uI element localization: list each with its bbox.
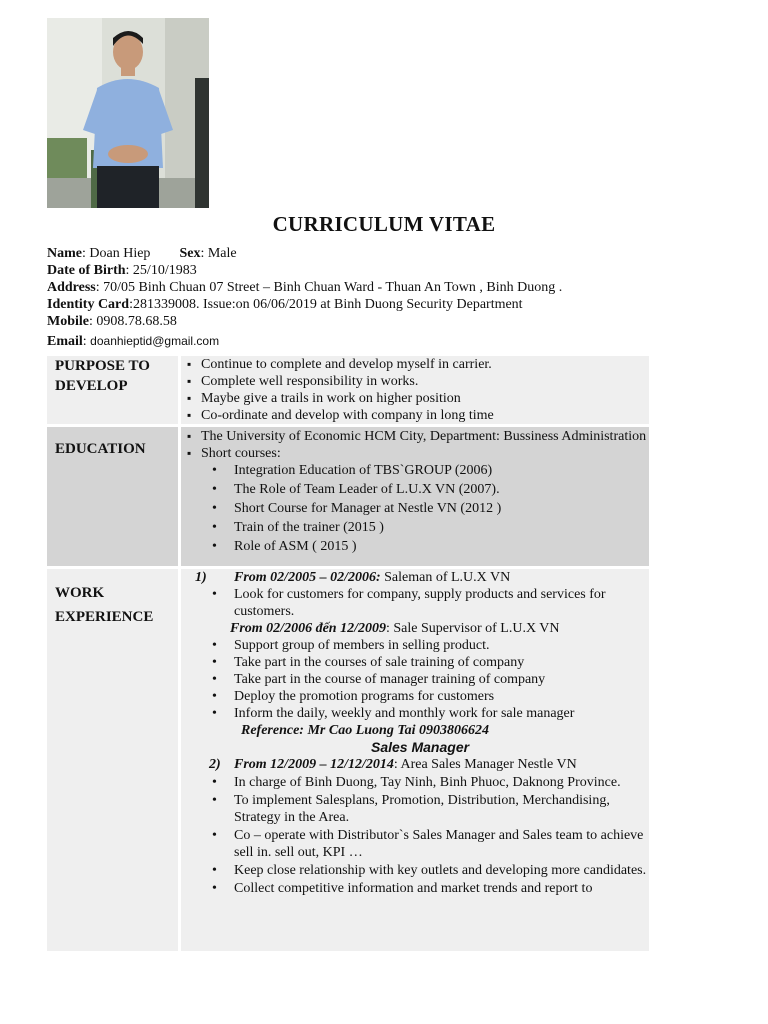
job1b-period: From 02/2006 đến 12/2009 xyxy=(230,621,386,636)
list-item: • Deploy the promotion programs for customers xyxy=(181,688,649,705)
identity-card-label: Identity Card xyxy=(47,297,130,312)
education-list xyxy=(181,428,649,462)
list-item: • Inform the daily, weekly and monthly work for sale manager xyxy=(181,705,649,722)
job2-title: : Area Sales Manager Nestle VN xyxy=(393,757,577,772)
work-content xyxy=(181,569,649,951)
work-label-line2: EXPERIENCE xyxy=(55,609,154,625)
short-courses-label: ▪ Short courses: xyxy=(181,445,649,462)
job2-number: 2) xyxy=(209,757,221,772)
job1b-header xyxy=(181,620,649,637)
list-item: • To implement Salesplans, Promotion, Distribution, Merchandising, Strategy in the Area. xyxy=(181,792,649,826)
list-item: • Keep close relationship with key outlets and developing more candidates. xyxy=(181,862,649,879)
sex-label: Sex xyxy=(179,246,201,261)
list-item: • In charge of Binh Duong, Tay Ninh, Binh Phuoc, Daknong Province. xyxy=(181,774,649,791)
email-row xyxy=(47,334,219,350)
work-label xyxy=(47,569,178,951)
job1-list xyxy=(181,586,649,620)
list-item: ▪ Complete well responsibility in works. xyxy=(181,373,649,390)
list-item: • Collect competitive information and market trends and report to xyxy=(181,880,649,897)
address-row xyxy=(47,280,562,296)
dob-label: Date of Birth xyxy=(47,263,126,278)
list-item: • Integration Education of TBS`GROUP (2006) xyxy=(181,462,649,480)
email-label: Email xyxy=(47,334,83,349)
list-item: ▪ Continue to complete and develop myself in carrier. xyxy=(181,356,649,373)
courses-list xyxy=(181,462,649,556)
name-label: Name xyxy=(47,246,82,261)
list-item: • Role of ASM ( 2015 ) xyxy=(181,538,649,556)
job1b-list xyxy=(181,637,649,722)
mobile-label: Mobile xyxy=(47,314,89,329)
job1-period: From 02/2005 – 02/2006: xyxy=(234,570,381,585)
mobile-row xyxy=(47,314,177,330)
purpose-content xyxy=(181,356,649,424)
job1-title: Saleman of L.U.X VN xyxy=(380,570,511,585)
name-row xyxy=(47,246,237,262)
education-content xyxy=(181,427,649,566)
job2-list xyxy=(181,774,649,897)
education-label: EDUCATION xyxy=(47,427,178,566)
purpose-section xyxy=(47,356,649,424)
list-item: ▪ Maybe give a trails in work on higher position xyxy=(181,390,649,407)
list-item: • Short Course for Manager at Nestle VN (2012 ) xyxy=(181,500,649,518)
job2-header xyxy=(181,756,649,773)
email-value[interactable]: doanhieptid@gmail.com xyxy=(90,334,220,348)
job1-number: 1) xyxy=(195,570,207,585)
list-item: • Take part in the course of manager training of company xyxy=(181,671,649,688)
purpose-list xyxy=(181,356,649,424)
sex-value: : Male xyxy=(200,246,237,261)
job1-header xyxy=(181,569,649,586)
dob-value: : 25/10/1983 xyxy=(125,263,197,278)
person-photo-illustration xyxy=(47,18,209,208)
identity-card-row xyxy=(47,297,523,313)
mobile-value: : 0908.78.68.58 xyxy=(89,314,177,329)
purpose-label: PURPOSE TO DEVELOP xyxy=(47,356,178,424)
job1b-title: : Sale Supervisor of L.U.X VN xyxy=(385,621,560,636)
list-item: • Support group of members in selling product. xyxy=(181,637,649,654)
university-item: ▪ The University of Economic HCM City, Department: Bussiness Administration xyxy=(181,428,649,445)
job2-period: From 12/2009 – 12/12/2014 xyxy=(234,757,394,772)
list-item: • Train of the trainer (2015 ) xyxy=(181,519,649,537)
address-value: : 70/05 Binh Chuan 07 Street – Binh Chuan Ward - Thuan An Town , Binh Duong . xyxy=(95,280,563,295)
dob-row xyxy=(47,263,197,279)
reference-line: Reference: Mr Cao Luong Tai 0903806624 xyxy=(241,723,489,738)
work-section xyxy=(47,569,649,951)
education-section xyxy=(47,427,649,566)
address-label: Address xyxy=(47,280,96,295)
list-item: • The Role of Team Leader of L.U.X VN (2007). xyxy=(181,481,649,499)
cv-title: CURRICULUM VITAE xyxy=(272,212,496,236)
sales-manager-heading: Sales Manager xyxy=(371,739,470,755)
list-item: • Look for customers for company, supply products and services for customers. xyxy=(181,586,649,620)
email-separator: : xyxy=(82,334,91,349)
name-value: : Doan Hiep xyxy=(82,246,151,261)
profile-photo xyxy=(47,18,209,208)
list-item: • Co – operate with Distributor`s Sales Manager and Sales team to achieve sell in. sell out, KPI … xyxy=(181,827,649,861)
identity-card-value: :281339008. Issue:on 06/06/2019 at Binh Duong Security Department xyxy=(129,297,523,312)
work-label-line1: WORK xyxy=(55,585,105,601)
list-item: ▪ Co-ordinate and develop with company in long time xyxy=(181,407,649,424)
list-item: • Take part in the courses of sale training of company xyxy=(181,654,649,671)
